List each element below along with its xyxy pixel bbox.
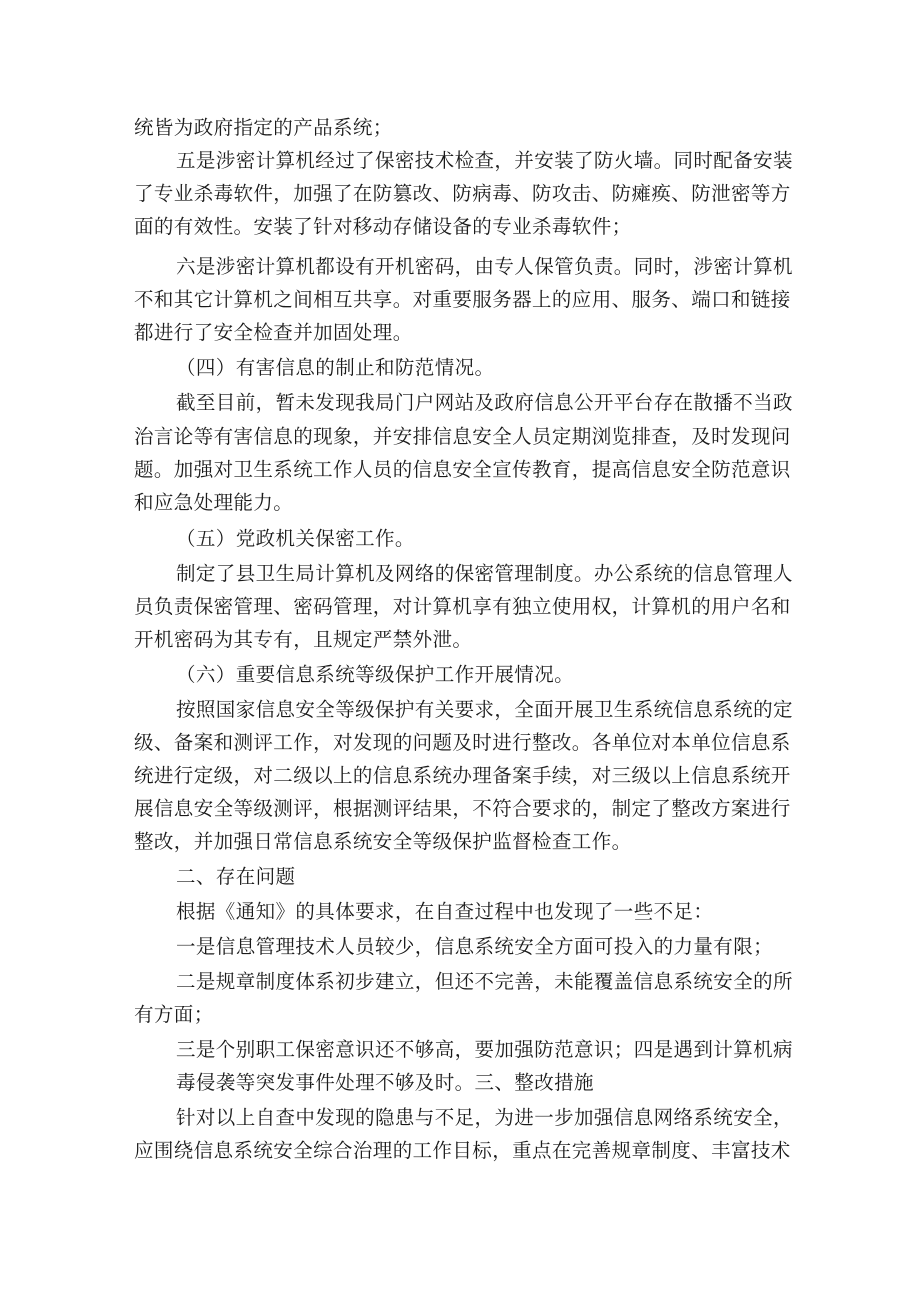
text-line: 针对以上自查中发现的隐患与不足，为进一步加强信息网络系统安全， <box>176 1106 793 1129</box>
text-line: 都进行了安全检查并加固处理。 <box>134 321 413 344</box>
text-line: 根据《通知》的具体要求，在自查过程中也发现了一些不足： <box>176 900 714 923</box>
text-line: 按照国家信息安全等级保护有关要求，全面开展卫生系统信息系统的定 <box>176 698 793 721</box>
text-line: 截至目前，暂未发现我局门户网站及政府信息公开平台存在散播不当政 <box>176 391 793 414</box>
text-line: 展信息安全等级测评，根据测评结果，不符合要求的，制定了整改方案进行 <box>134 797 791 820</box>
text-line: 开机密码为其专有，且规定严禁外泄。 <box>134 628 473 651</box>
section-heading: （五）党政机关保密工作。 <box>176 527 415 550</box>
text-line: 整改，并加强日常信息系统安全等级保护监督检查工作。 <box>134 830 632 853</box>
text-line: 三是个别职工保密意识还不够高，要加强防范意识；四是遇到计算机病 <box>176 1038 793 1061</box>
text-line: 制定了县卫生局计算机及网络的保密管理制度。办公系统的信息管理人 <box>176 562 793 585</box>
text-line: 和应急处理能力。 <box>134 491 294 514</box>
text-line: 了专业杀毒软件，加强了在防篡改、防病毒、防攻击、防瘫痪、防泄密等方 <box>134 182 791 205</box>
text-line: 一是信息管理技术人员较少，信息系统安全方面可投入的力量有限； <box>176 935 774 958</box>
text-line: 统皆为政府指定的产品系统； <box>134 116 393 139</box>
text-line: 不和其它计算机之间相互共享。对重要服务器上的应用、服务、端口和链接 <box>134 288 791 311</box>
text-line: 题。加强对卫生系统工作人员的信息安全宣传教育，提高信息安全防范意识 <box>134 458 791 481</box>
text-line: 统进行定级，对二级以上的信息系统办理备案手续，对三级以上信息系统开 <box>134 764 791 787</box>
section-heading: （四）有害信息的制止和防范情况。 <box>176 356 495 379</box>
text-line: 级、备案和测评工作，对发现的问题及时进行整改。各单位对本单位信息系 <box>134 731 791 754</box>
text-line: 有方面； <box>134 1003 214 1026</box>
text-line: 员负责保密管理、密码管理，对计算机享有独立使用权，计算机的用户名和 <box>134 595 791 618</box>
text-line: 五是涉密计算机经过了保密技术检查，并安装了防火墙。同时配备安装 <box>176 149 793 172</box>
text-line: 面的有效性。安装了针对移动存储设备的专业杀毒软件； <box>134 215 632 238</box>
section-heading: （六）重要信息系统等级保护工作开展情况。 <box>176 663 575 686</box>
text-line: 二是规章制度体系初步建立，但还不完善，未能覆盖信息系统安全的所 <box>176 970 793 993</box>
text-line: 毒侵袭等突发事件处理不够及时。三、整改措施 <box>176 1071 594 1094</box>
text-line: 六是涉密计算机都设有开机密码，由专人保管负责。同时，涉密计算机 <box>176 255 793 278</box>
text-line: 应围绕信息系统安全综合治理的工作目标，重点在完善规章制度、丰富技术 <box>134 1139 791 1162</box>
text-line: 治言论等有害信息的现象，并安排信息安全人员定期浏览排查，及时发现问 <box>134 425 791 448</box>
section-heading: 二、存在问题 <box>176 865 296 888</box>
